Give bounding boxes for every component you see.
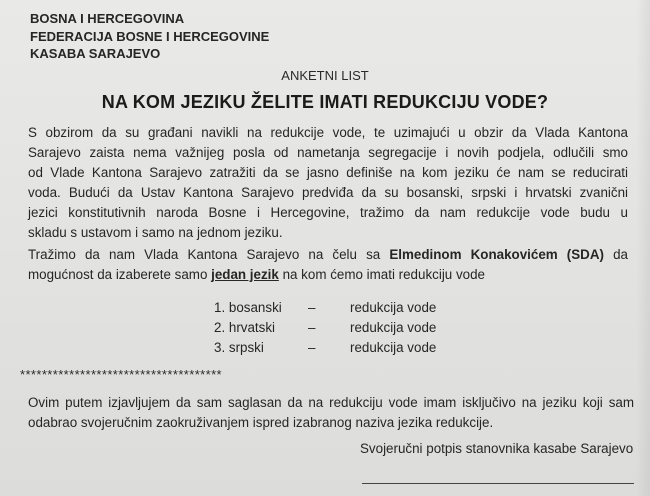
option-dash: –	[308, 320, 316, 335]
request-line-1	[28, 245, 628, 265]
header-federation: FEDERACIJA BOSNE I HERCEGOVINE	[30, 28, 270, 44]
request-line-2	[28, 265, 628, 285]
highlighted-name: Elmedinom Konakovićem (SDA)	[389, 247, 604, 262]
intro-line: S obzirom da su građani navikli na redukcije vode, te uzimajući u obzir da Vlada Kantona	[28, 125, 628, 140]
option-label: 3. srpski	[214, 340, 264, 355]
header-country: BOSNA I HERCEGOVINA	[30, 11, 185, 26]
intro-line: Sarajevo zaista nema važnijeg posla od nametanja segregacije i novih podjela, odlučili smo	[28, 145, 628, 160]
document-title: NA KOM JEZIKU ŽELITE IMATI REDUKCIJU VODE?	[101, 92, 549, 112]
declaration-line: odabrao svojeručnim zaokruživanjem ispred izabranog naziva jezika redukcije.	[28, 415, 494, 430]
declaration-paragraph	[28, 393, 634, 433]
asterisk-separator: *************************************	[20, 367, 222, 382]
intro-line: od Vlade Kantona Sarajevo zatražiti da se jasno definiše na kom jeziku će nam se reducirati	[28, 165, 628, 180]
option-dash: –	[308, 300, 316, 315]
header-town: KASABA SARAJEVO	[30, 46, 161, 61]
option-value: redukcija vode	[350, 320, 437, 335]
intro-paragraph	[28, 123, 628, 243]
request-text: mogućnost da izaberete samo	[28, 267, 212, 282]
request-text: na kom ćemo imati redukciju vode	[278, 267, 485, 282]
intro-line: skladu s ustavom i samo na jednom jeziku.	[28, 225, 283, 240]
document-subtitle: ANKETNI LIST	[281, 68, 369, 83]
request-text: Tražimo da nam Vlada Kantona Sarajevo na čelu sa	[28, 247, 390, 262]
declaration-line: Ovim putem izjavljujem da sam saglasan da na redukciju vode imam isključivo na jeziku koji sam	[28, 395, 634, 410]
request-text: da	[604, 247, 628, 262]
signature-line[interactable]	[362, 483, 634, 484]
document-header	[30, 10, 269, 63]
signature-label: Svojeručni potpis stanovnika kasabe Sarajevo	[360, 441, 634, 456]
request-paragraph	[28, 245, 628, 285]
option-dash: –	[308, 340, 316, 355]
intro-line: voda. Budući da Ustav Kantona Sarajevo predviđa da su bosanski, srpski i hrvatski zvanični	[28, 185, 628, 200]
intro-line: jezici konstitutivnih naroda Bosne i Hercegovine, tražimo da nam redukcije vode budu u	[28, 205, 628, 220]
underlined-phrase: jedan jezik	[211, 267, 279, 282]
paper-edge-shadow	[636, 0, 650, 496]
option-label: 1. bosanski	[214, 300, 282, 315]
option-label: 2. hrvatski	[214, 320, 276, 335]
option-value: redukcija vode	[350, 300, 437, 315]
option-value: redukcija vode	[350, 340, 437, 355]
